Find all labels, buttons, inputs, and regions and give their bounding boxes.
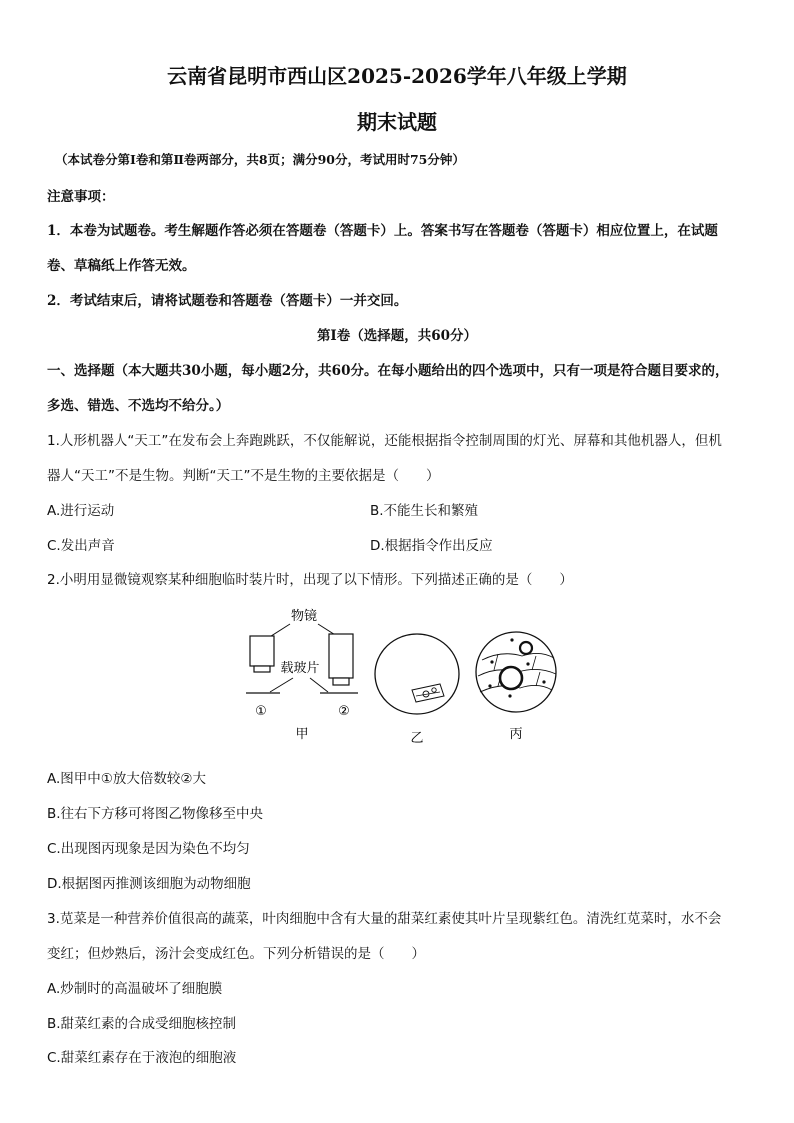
q1-stem-line1: 1.人形机器人“天工”在发布会上奔跑跳跃，不仅能解说，还能根据指令控制周围的灯光、屏幕和其他机器人，但机 [47, 433, 722, 449]
q2-option-c: C.出现图丙现象是因为染色不均匀 [47, 841, 250, 857]
label-bing: 丙 [509, 727, 523, 742]
q3-option-c: C.甜菜红素存在于液泡的细胞液 [47, 1050, 237, 1066]
attention-heading: 注意事项： [47, 189, 115, 205]
objective-lens-2 [329, 634, 353, 685]
q2-option-a: A.图甲中①放大倍数较②大 [47, 771, 206, 787]
field-of-view-yi [375, 634, 459, 714]
field-of-view-bing [476, 632, 556, 712]
label-circle-1: ① [255, 704, 267, 719]
q2-option-b: B.往右下方移可将图乙物像移至中央 [47, 806, 264, 822]
label-circle-2: ② [338, 704, 350, 719]
microscope-figure [240, 600, 570, 750]
label-slide: 载玻片 [280, 661, 320, 676]
q2-stem: 2.小明用显微镜观察某种细胞临时装片时，出现了以下情形。下列描述正确的是（ ） [47, 572, 573, 588]
air-bubble-large [500, 667, 522, 689]
air-bubble-small [520, 642, 532, 654]
label-yi: 乙 [410, 731, 424, 746]
section-instructions-line2: 多选、错选、不选均不给分。） [47, 398, 230, 414]
q3-stem-line2: 变红；但炒熟后，汤汁会变成红色。下列分析错误的是（ ） [47, 946, 425, 962]
q1-option-d: D.根据指令作出反应 [370, 538, 493, 554]
q1-option-c: C.发出声音 [47, 538, 115, 554]
q1-option-b: B.不能生长和繁殖 [370, 503, 479, 519]
section-heading: 第Ⅰ卷（选择题，共60分） [316, 328, 478, 344]
q1-option-a: A.进行运动 [47, 503, 115, 519]
section-instructions-line1: 一、选择题（本大题共30小题，每小题2分，共60分。在每小题给出的四个选项中，只有一项是符合题目要求的， [47, 363, 729, 379]
attention-item-1-line1: 1．本卷为试题卷。考生解题作答必须在答题卷（答题卡）上。答案书写在答题卷（答题卡）相应位置上，在试题 [47, 223, 718, 239]
label-objective: 物镜 [290, 609, 318, 624]
q2-option-d: D.根据图丙推测该细胞为动物细胞 [47, 876, 251, 892]
objective-lens-1 [250, 636, 274, 672]
exam-title-line2: 期末试题 [357, 110, 437, 134]
label-jia: 甲 [295, 727, 309, 742]
q3-stem-line1: 3.苋菜是一种营养价值很高的蔬菜，叶肉细胞中含有大量的甜菜红素使其叶片呈现紫红色。清洗红苋菜时，水不会 [47, 911, 722, 927]
attention-item-1-line2: 卷、草稿纸上作答无效。 [47, 258, 196, 274]
q3-option-b: B.甜菜红素的合成受细胞核控制 [47, 1016, 237, 1032]
attention-item-2: 2．考试结束后，请将试题卷和答题卷（答题卡）一并交回。 [47, 293, 408, 309]
q3-option-a: A.炒制时的高温破坏了细胞膜 [47, 981, 223, 997]
exam-title-line1: 云南省昆明市西山区2025-2026学年八年级上学期 [167, 64, 627, 88]
exam-note: （本试卷分第Ⅰ卷和第Ⅱ卷两部分，共8页；满分90分，考试用时75分钟） [55, 152, 465, 167]
q1-stem-line2: 器人“天工”不是生物。判断“天工”不是生物的主要依据是（ ） [47, 468, 440, 484]
